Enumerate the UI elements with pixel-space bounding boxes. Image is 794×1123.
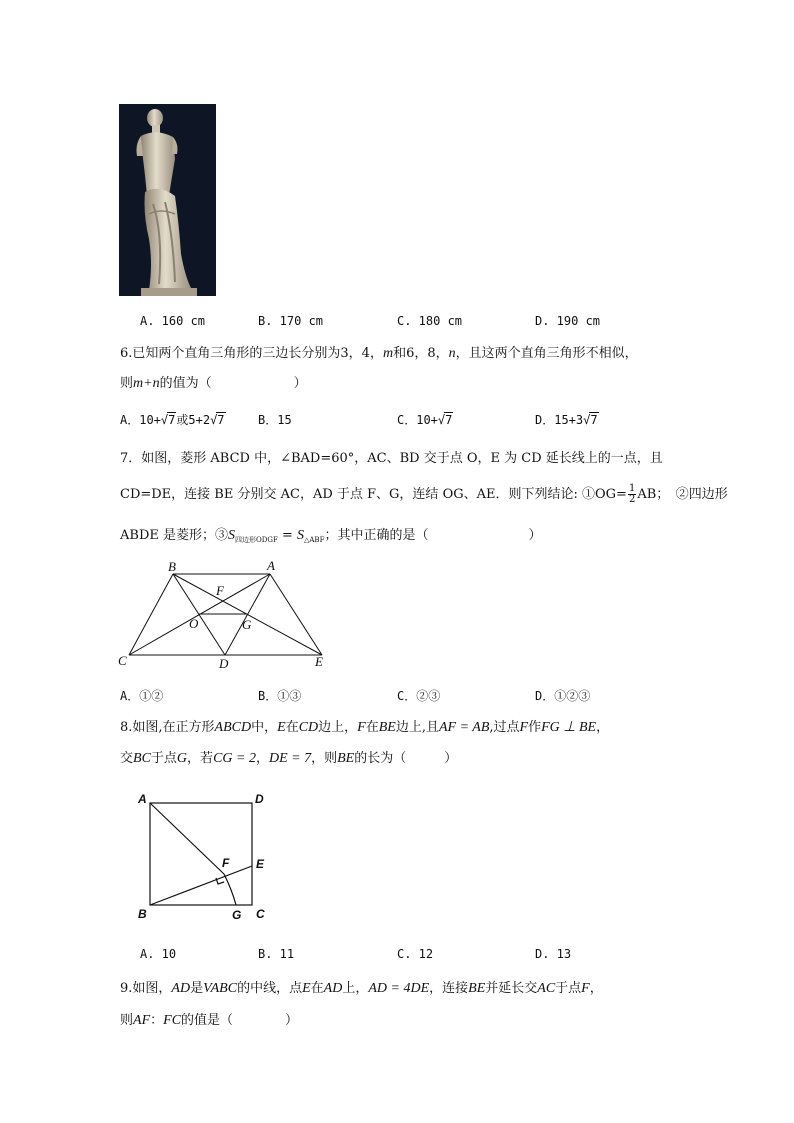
q7-line-1: 7．如图，菱形 ABCD 中，∠BAD=60°，AC、BD 交于点 O，E 为 CD 延长线上的一点，且 [120, 451, 663, 466]
segment-be [173, 574, 322, 655]
q7-line-2: CD=DE，连接 BE 分别交 AC，AD 于点 F、G，连结 OG、AE．则下列结论: ①OG= $\frac{1}{2}$ AB； ②四边形 [120, 483, 728, 505]
q7-line-3: ABDE 是菱形；$③S_{四边形ODGF} = S_{\triangle ABF}$；其中正确的是（ ） [120, 528, 542, 544]
label-f: F [216, 583, 224, 598]
segment-be [150, 866, 252, 905]
label-a: A [267, 558, 275, 573]
label-d: D [219, 656, 229, 671]
q7-option-c: C．②③ [397, 689, 441, 703]
label-e: E [256, 857, 265, 871]
q8-option-b: B. 11 [258, 947, 295, 961]
label-b: B [168, 559, 176, 574]
q8-square-figure [132, 788, 274, 924]
q5-option-d: D. 190 cm [535, 314, 601, 328]
q6-option-d: D．15+3√7 [535, 413, 598, 427]
label-c: C [256, 907, 265, 921]
q7-option-a: A．①② [120, 689, 164, 703]
q6-line-1: 6.已知两个直角三角形的三边长分别为3，4，m和6，8，n，且这两个直角三角形不相似， [120, 346, 638, 361]
q5-option-b: B. 170 cm [258, 314, 324, 328]
q6-line-2: 则m+n的值为（ ） [120, 376, 307, 391]
q8-line-2: 交BC于点G，若CG = 2，DE = 7，则BE的长为（ ） [120, 751, 458, 766]
q8-option-c: C. 12 [397, 947, 434, 961]
label-f: F [222, 856, 230, 870]
label-c: C [118, 653, 127, 668]
q6-option-c: C．10+√7 [397, 413, 453, 427]
label-o: O [189, 616, 199, 631]
q8-line-1: 8.如图,在正方形ABCD中，E在CD边上，F在BE边上,且AF = AB,过点F作FG ⊥ BE， [120, 720, 610, 735]
venus-statue-image [119, 104, 216, 296]
q7-option-b: B．①③ [258, 689, 302, 703]
q6-option-b: B．15 [258, 413, 292, 427]
q9-line-2: 则AF：FC的值是（ ） [120, 1013, 299, 1028]
label-e: E [315, 654, 323, 669]
label-g: G [232, 908, 242, 922]
label-d: D [255, 792, 264, 806]
q5-option-a: A. 160 cm [140, 314, 206, 328]
q5-option-c: C. 180 cm [397, 314, 463, 328]
label-g: G [242, 617, 252, 632]
q8-option-a: A. 10 [140, 947, 177, 961]
q6-option-a: A．10+√7或5+2√7 [120, 413, 225, 427]
q9-line-1: 9.如图，AD是VABC的中线，点E在AD上，AD = 4DE，连接BE并延长交AC于点F， [120, 981, 603, 996]
one-half-fraction: $\frac{1}{2}$ [628, 483, 636, 505]
segment-ae [270, 574, 322, 655]
q7-rhombus-figure [112, 556, 334, 674]
q8-option-d: D. 13 [535, 947, 572, 961]
label-a: A [138, 792, 147, 806]
q7-option-d: D．①②③ [535, 689, 591, 703]
segment-fg [224, 874, 236, 905]
segment-af [150, 803, 224, 874]
label-b: B [138, 907, 147, 921]
